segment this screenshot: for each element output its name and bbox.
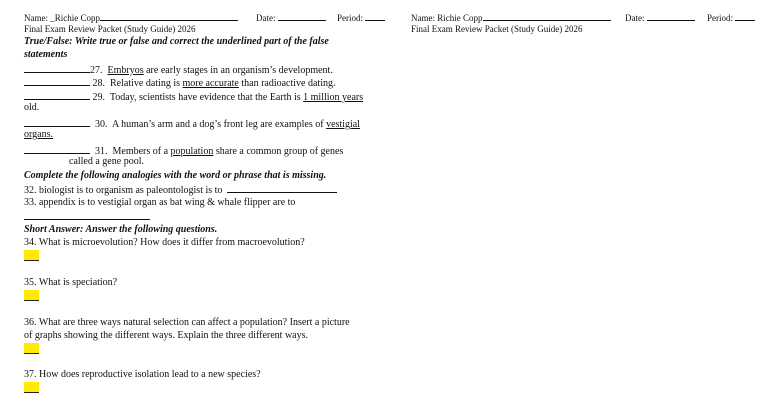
question-28: 28. Relative dating is more accurate than radioactive dating. xyxy=(24,76,336,90)
name-label: Name: xyxy=(24,13,48,23)
truefalse-title-cont: statements xyxy=(24,49,68,60)
packet-subtitle-right: Final Exam Review Packet (Study Guide) 2026 xyxy=(411,24,583,34)
answer-blank[interactable] xyxy=(24,63,90,73)
underlined-term: vestigial xyxy=(326,119,360,130)
analogies-title: Complete the following analogies with the word or phrase that is missing. xyxy=(24,170,327,181)
date-blank xyxy=(647,11,695,21)
packet-subtitle-left: Final Exam Review Packet (Study Guide) 2026 xyxy=(24,24,196,34)
truefalse-title: True/False: Write true or false and correct the underlined part of the false xyxy=(24,36,329,47)
answer-highlight-box[interactable] xyxy=(24,382,39,393)
name-label: Name: xyxy=(411,13,435,23)
period-blank xyxy=(365,11,385,21)
student-name: Richie Copp xyxy=(437,13,483,23)
underlined-term: population xyxy=(170,146,214,157)
underlined-term: 1 million years xyxy=(303,92,364,103)
date-field-right xyxy=(625,11,695,24)
answer-blank[interactable] xyxy=(24,117,90,127)
answer-blank[interactable] xyxy=(24,144,90,154)
answer-highlight-box[interactable] xyxy=(24,250,39,261)
question-35: 35. What is speciation? xyxy=(24,277,118,288)
period-label: Period: xyxy=(337,13,363,23)
date-field-left xyxy=(256,11,326,24)
answer-highlight-box[interactable] xyxy=(24,290,39,301)
question-37: 37. How does reproductive isolation lead to a new species? xyxy=(24,369,261,380)
period-blank xyxy=(735,11,755,21)
underlined-term: Embryos xyxy=(107,65,144,76)
period-label: Period: xyxy=(707,13,733,23)
question-27: 27. Embryos are early stages in an organism’s development. xyxy=(24,63,333,77)
question-32: 32. biologist is to organism as paleontologist is to xyxy=(24,183,337,197)
answer-blank[interactable] xyxy=(24,76,90,86)
question-31-cont: called a gene pool. xyxy=(69,156,144,167)
name-blank xyxy=(483,11,611,21)
student-name: _Richie Copp xyxy=(50,13,100,23)
name-blank xyxy=(100,11,238,21)
short-answer-title: Short Answer: Answer the following questions. xyxy=(24,224,218,235)
date-label: Date: xyxy=(625,13,645,23)
date-blank xyxy=(278,11,326,21)
date-label: Date: xyxy=(256,13,276,23)
answer-highlight-box[interactable] xyxy=(24,343,39,354)
question-29: 29. Today, scientists have evidence that the Earth is 1 million years xyxy=(24,90,363,104)
period-field-right xyxy=(707,11,755,24)
question-33: 33. appendix is to vestigial organ as bat wing & whale flipper are to xyxy=(24,197,296,208)
answer-blank[interactable] xyxy=(227,183,337,193)
question-30-cont: organs. xyxy=(24,129,53,140)
question-34: 34. What is microevolution? How does it differ from macroevolution? xyxy=(24,237,305,248)
question-36-cont: of graphs showing the different ways. Explain the three different ways. xyxy=(24,330,308,341)
underlined-term: more accurate xyxy=(182,78,239,89)
question-29-cont: old. xyxy=(24,102,40,113)
question-33-blank xyxy=(24,210,150,224)
period-field-left xyxy=(337,11,385,24)
question-31: 31. Members of a population share a common group of genes xyxy=(24,144,343,158)
question-30: 30. A human’s arm and a dog’s front leg are examples of vestigial xyxy=(24,117,360,131)
answer-blank[interactable] xyxy=(24,90,90,100)
question-36: 36. What are three ways natural selection can affect a population? Insert a picture xyxy=(24,317,350,328)
answer-blank[interactable] xyxy=(24,210,150,220)
